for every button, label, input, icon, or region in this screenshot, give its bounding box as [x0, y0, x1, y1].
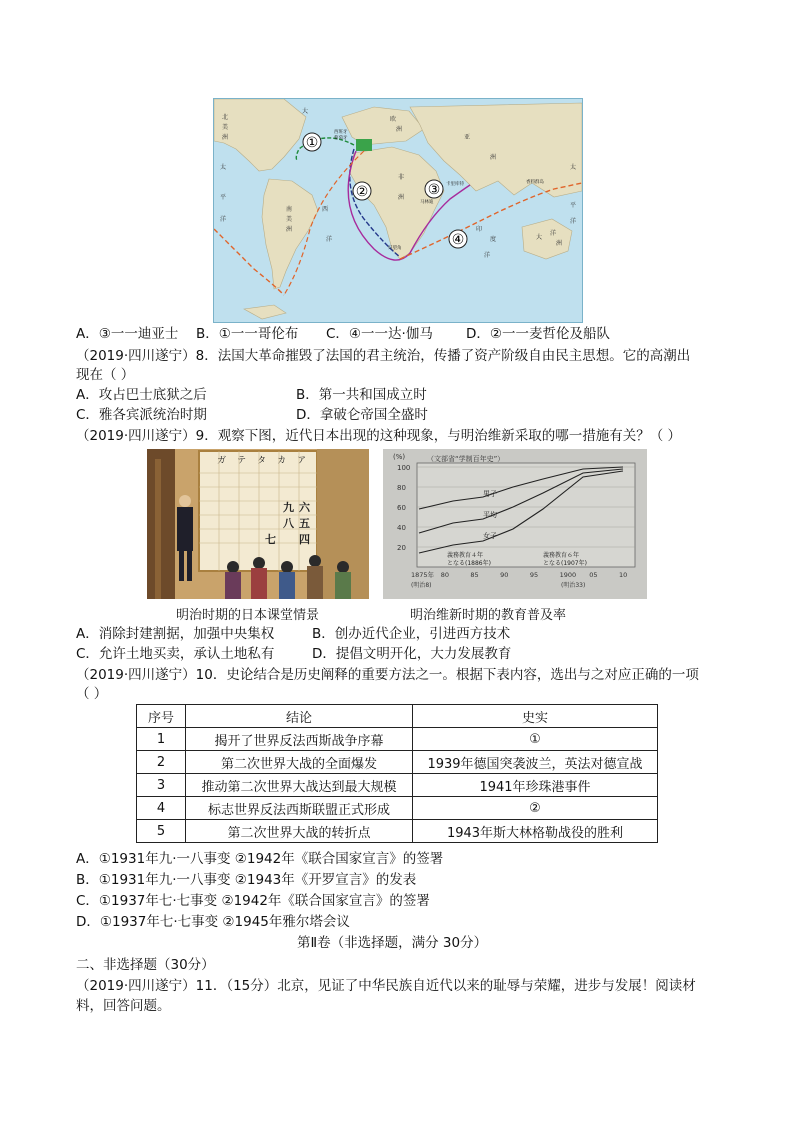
chart-ytick: 20 — [397, 544, 406, 552]
chart-xtick: 85 — [470, 571, 479, 579]
board-col-2: テ — [237, 456, 247, 466]
row-1-fact: ① — [413, 728, 658, 751]
board-num-5: 五 — [299, 517, 310, 530]
label-pac-e-3: 洋 — [570, 218, 577, 225]
row-5-index: 5 — [137, 820, 186, 843]
row-2-index: 2 — [137, 751, 186, 774]
note-left-line-1: 義務教育４年 — [447, 552, 484, 559]
row-2-fact: 1939年德国突袭波兰，英法对德宣战 — [413, 751, 658, 774]
label-sa-1: 南 — [286, 206, 293, 213]
board-col-3: タ — [257, 456, 267, 466]
label-eu-1: 欧 — [390, 116, 397, 123]
board-col-5: ア — [297, 456, 307, 466]
board-num-2: 八 — [283, 517, 294, 530]
chart-title: （文部省“学制百年史”） — [427, 455, 505, 463]
chart-ytick: 60 — [397, 504, 406, 512]
label-cape: 好望角 — [388, 246, 402, 251]
q10-stem-line-1: （2019·四川遂宁）10．史论结合是历史阐释的重要方法之一。根据下表内容，选出与之对应正确的一项 — [76, 667, 699, 683]
q10-option-b: B．①1931年九·一八事变 ②1943年《开罗宣言》的发表 — [76, 872, 417, 888]
q9-option-d: D．提倡文明开化，大力发展教育 — [312, 646, 512, 662]
route-marker-4 — [449, 230, 467, 248]
label-na-1: 北 — [222, 114, 229, 121]
q11-stem-line-1: （2019·四川遂宁）11．（15分）北京，见证了中华民族自近代以来的耻辱与荣耀，进步与发展！阅读材 — [76, 978, 696, 994]
table-row — [137, 728, 658, 751]
header-fact: 史实 — [413, 705, 658, 728]
chart-ytick: 100 — [397, 464, 411, 472]
board-col-4: カ — [277, 456, 287, 466]
chart-ytick: 40 — [397, 524, 406, 532]
chart-xtick: 95 — [529, 571, 539, 579]
history-table — [136, 704, 658, 843]
q7-option-c: C．④一一达·伽马 — [326, 326, 433, 342]
table-row — [137, 774, 658, 797]
q10-stem-line-2: （ ） — [76, 686, 108, 702]
row-1-conclusion: 揭开了世界反法西斯战争序幕 — [186, 728, 413, 751]
row-4-index: 4 — [137, 797, 186, 820]
header-conclusion: 结论 — [186, 705, 413, 728]
label-atl-2: 西 — [322, 206, 329, 213]
row-1-index: 1 — [137, 728, 186, 751]
meiji-classroom-image — [147, 449, 369, 599]
table-header-row — [137, 705, 658, 728]
antarctic-shape — [244, 305, 286, 319]
q9-option-a: A．消除封建割据，加强中央集权 — [76, 626, 275, 642]
svg-text:②: ② — [355, 184, 369, 200]
label-spice: 香料群岛 — [526, 180, 544, 185]
q9-option-b: B．创办近代企业，引进西方技术 — [312, 626, 511, 642]
note-right-line-1: 義務教育６年 — [543, 552, 580, 559]
south-america-shape — [262, 179, 318, 289]
series-label-male: 男子 — [483, 490, 497, 498]
note-right-line-2: となる(1907年) — [543, 560, 587, 567]
label-spain: 西班牙 — [334, 130, 348, 135]
label-au-1: 大 — [536, 234, 543, 241]
svg-text:①: ① — [305, 135, 319, 151]
label-au-3: 洲 — [556, 240, 563, 247]
row-5-fact: 1943年斯大林格勒战役的胜利 — [413, 820, 658, 843]
volume-two-title: 第Ⅱ卷（非选择题，满分 30分） — [297, 935, 488, 951]
table-row — [137, 820, 658, 843]
iberia-highlight — [356, 139, 372, 151]
chart-xtick: 1875年 — [411, 571, 435, 579]
australia-shape — [522, 219, 572, 259]
label-af-1: 非 — [398, 174, 405, 181]
section-two-heading: 二、非选择题（30分） — [76, 957, 215, 973]
q8-option-d: D．拿破仑帝国全盛时 — [296, 407, 428, 423]
q9-option-c: C．允许土地买卖，承认土地私有 — [76, 646, 275, 662]
q10-option-a: A．①1931年九·一八事变 ②1942年《联合国家宣言》的签署 — [76, 851, 444, 867]
chart-ylabel: (%) — [393, 453, 406, 461]
route-marker-1 — [303, 133, 321, 151]
table-row — [137, 797, 658, 820]
series-label-average: 平均 — [483, 511, 497, 519]
label-calicut: 卡里库特 — [446, 182, 464, 187]
label-atl-1: 大 — [302, 108, 309, 115]
label-ind-3: 洋 — [484, 252, 491, 259]
label-pac-w-2: 平 — [220, 194, 227, 201]
label-portugal: 葡萄牙 — [334, 136, 348, 141]
q8-option-b: B．第一共和国成立时 — [296, 387, 427, 403]
chart-xtick: 05 — [589, 571, 598, 579]
chart-x-sub-left: (明治8) — [411, 582, 432, 589]
svg-text:④: ④ — [451, 232, 465, 248]
q11-stem-line-2: 料，回答问题。 — [76, 998, 171, 1014]
board-num-1: 九 — [283, 501, 294, 514]
chart-xtick: 10 — [619, 571, 628, 579]
board-num-3: 七 — [265, 533, 276, 546]
chart-xtick: 1900 — [559, 571, 577, 579]
q10-option-c: C．①1937年七·七事变 ②1942年《联合国家宣言》的签署 — [76, 893, 430, 909]
row-2-conclusion: 第二次世界大战的全面爆发 — [186, 751, 413, 774]
label-malindi: 马林迪 — [420, 200, 434, 205]
board-num-4: 六 — [299, 501, 310, 514]
q8-option-a: A．攻占巴士底狱之后 — [76, 387, 207, 403]
q8-stem-line-1: （2019·四川遂宁）8．法国大革命摧毁了法国的君主统治，传播了资产阶级自由民主思想。它的高潮出 — [76, 348, 691, 364]
label-pac-w-1: 太 — [220, 164, 227, 171]
route-marker-2 — [353, 182, 371, 200]
row-3-fact: 1941年珍珠港事件 — [413, 774, 658, 797]
q10-option-d: D．①1937年七·七事变 ②1945年雅尔塔会议 — [76, 914, 350, 930]
header-index: 序号 — [137, 705, 186, 728]
caption-chart: 明治维新时期的教育普及率 — [410, 608, 567, 623]
label-atl-3: 洋 — [326, 236, 333, 243]
q7-option-a: A．③一一迪亚士 — [76, 326, 179, 342]
row-4-fact: ② — [413, 797, 658, 820]
chart-ytick: 80 — [397, 484, 406, 492]
q7-option-d: D．②一一麦哲伦及船队 — [466, 326, 610, 342]
map-svg — [214, 99, 582, 322]
row-3-index: 3 — [137, 774, 186, 797]
row-4-conclusion: 标志世界反法西斯联盟正式形成 — [186, 797, 413, 820]
label-pac-e-2: 平 — [570, 202, 577, 209]
label-pac-e-1: 太 — [570, 164, 577, 171]
q9-stem: （2019·四川遂宁）9．观察下图，近代日本出现的这种现象，与明治维新采取的哪一措施有关？（ ） — [76, 428, 682, 444]
svg-text:③: ③ — [427, 182, 441, 198]
label-na-3: 洲 — [222, 134, 229, 141]
label-asia-2: 洲 — [490, 154, 497, 161]
label-na-2: 美 — [222, 124, 229, 131]
chart-xtick: 90 — [500, 571, 509, 579]
education-rate-chart — [383, 449, 647, 599]
voyage-map — [213, 98, 583, 323]
note-left-line-2: となる(1886年) — [447, 560, 491, 567]
route-marker-3 — [425, 180, 443, 198]
label-ind-2: 度 — [490, 236, 497, 243]
label-af-2: 洲 — [398, 194, 405, 201]
label-eu-2: 洲 — [396, 126, 403, 133]
chart-xtick: 80 — [440, 571, 449, 579]
europe-shape — [342, 107, 424, 145]
q8-option-c: C．雅各宾派统治时期 — [76, 407, 207, 423]
label-pac-w-3: 洋 — [220, 216, 227, 223]
q7-option-b: B．①一一哥伦布 — [196, 326, 299, 342]
row-5-conclusion: 第二次世界大战的转折点 — [186, 820, 413, 843]
table-row — [137, 751, 658, 774]
q8-stem-line-2: 现在（ ） — [76, 367, 135, 383]
label-ind-1: 印 — [476, 226, 483, 233]
chart-x-sub-right: (明治33) — [561, 582, 586, 589]
label-sa-2: 美 — [286, 216, 293, 223]
label-au-2: 洋 — [550, 230, 557, 237]
label-sa-3: 洲 — [286, 226, 293, 233]
row-3-conclusion: 推动第二次世界大战达到最大规模 — [186, 774, 413, 797]
caption-classroom: 明治时期的日本课堂情景 — [176, 608, 320, 623]
label-asia-1: 亚 — [464, 134, 471, 141]
board-num-6: 四 — [299, 533, 310, 546]
board-col-1: ガ — [217, 456, 227, 466]
series-label-female: 女子 — [483, 532, 497, 540]
